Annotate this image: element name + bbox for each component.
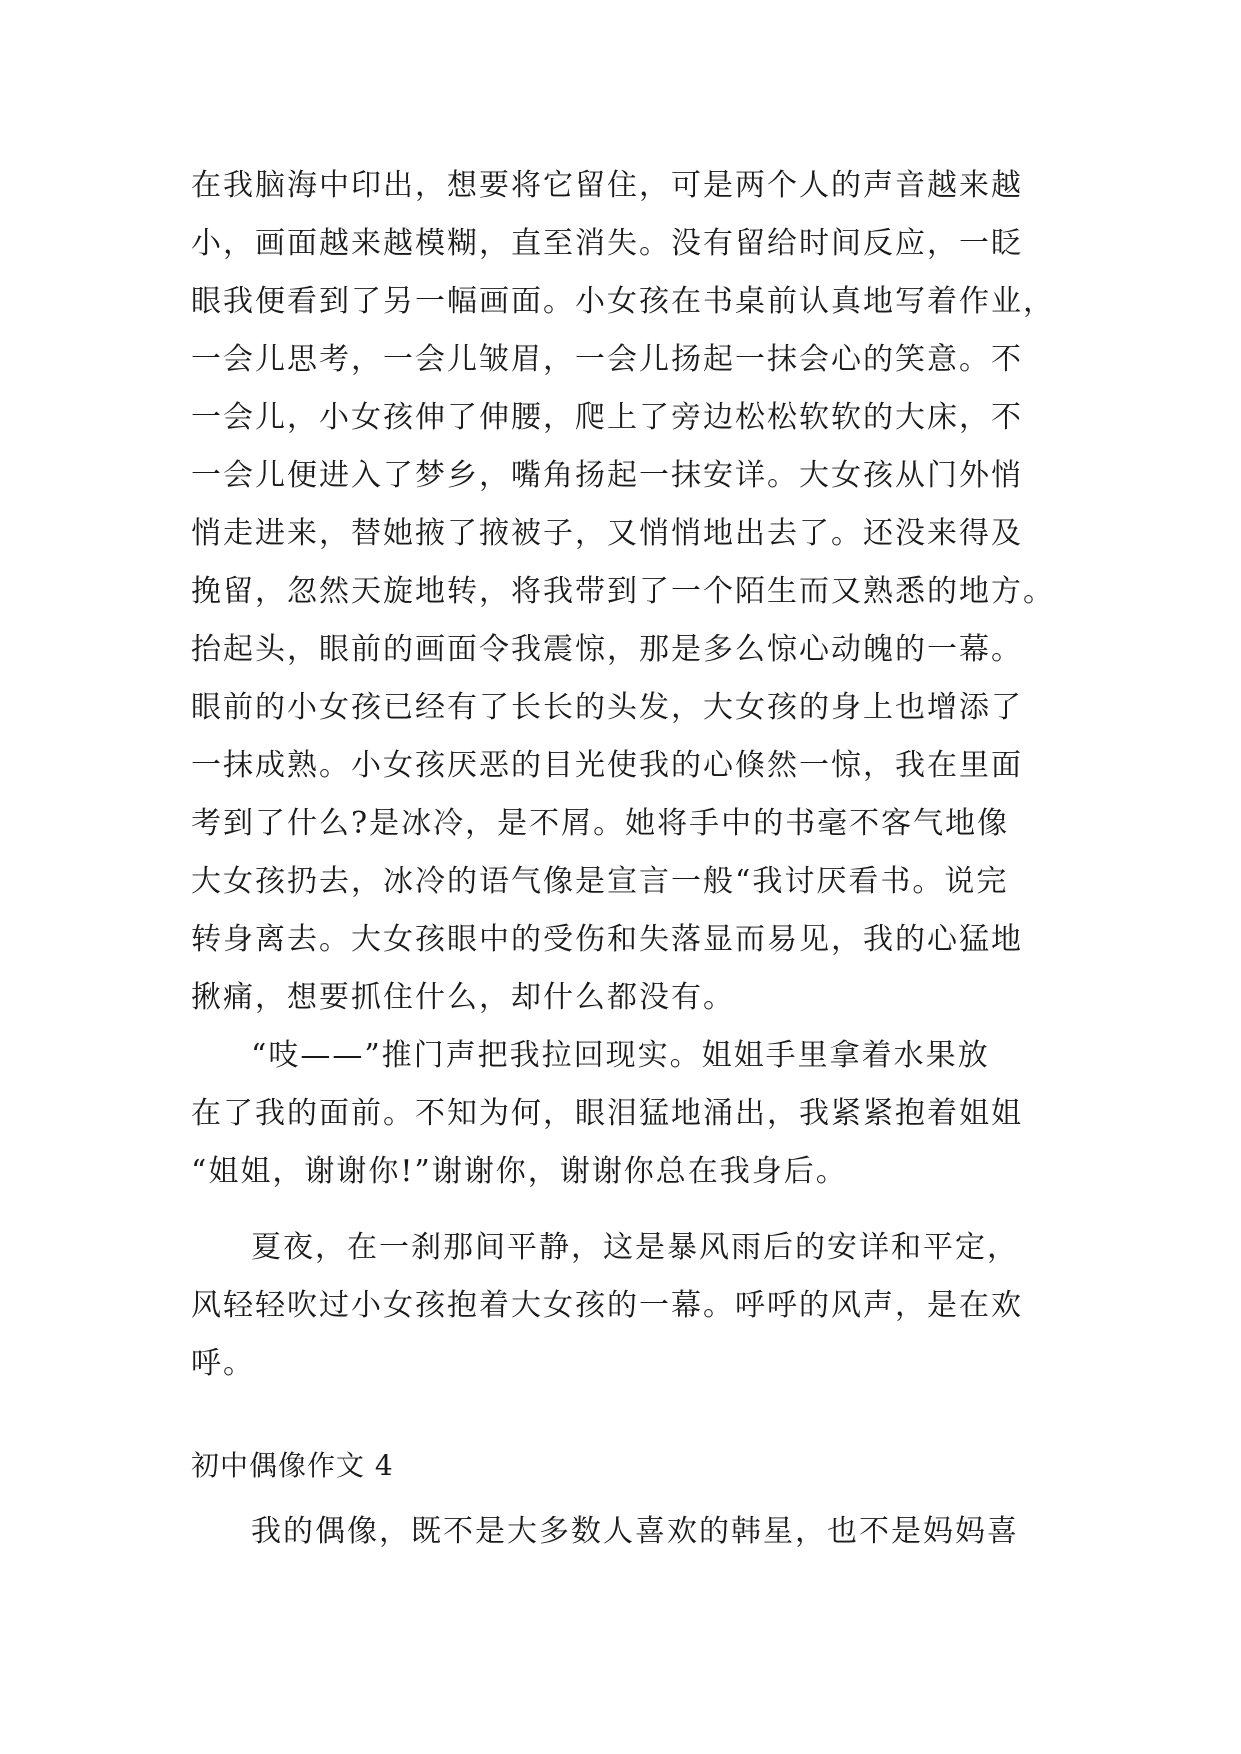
paragraph-line: 挽留，忽然天旋地转，将我带到了一个陌生而又熟悉的地方。 xyxy=(191,574,1055,609)
paragraph-line: 在我脑海中印出，想要将它留住，可是两个人的声音越来越 xyxy=(191,168,1023,203)
paragraph-line: 风轻轻吹过小女孩抱着大女孩的一幕。呼呼的风声，是在欢 xyxy=(191,1288,1023,1323)
paragraph-line: 大女孩扔去，冰冷的语气像是宣言一般“我讨厌看书。说完 xyxy=(191,864,1009,899)
paragraph-line: 小，画面越来越模糊，直至消失。没有留给时间反应，一眨 xyxy=(191,226,1023,261)
paragraph-line: 抬起头，眼前的画面令我震惊，那是多么惊心动魄的一幕。 xyxy=(191,632,1023,667)
paragraph-line: 转身离去。大女孩眼中的受伤和失落显而易见，我的心猛地 xyxy=(191,922,1023,957)
paragraph-line: 在了我的面前。不知为何，眼泪猛地涌出，我紧紧抱着姐姐 xyxy=(191,1096,1023,1131)
paragraph-line: 一会儿便进入了梦乡，嘴角扬起一抹安详。大女孩从门外悄 xyxy=(191,458,1023,493)
paragraph-line: “吱——”推门声把我拉回现实。姐姐手里拿着水果放 xyxy=(251,1038,990,1073)
paragraph-line: “姐姐，谢谢你!”谢谢你，谢谢你总在我身后。 xyxy=(191,1154,848,1189)
paragraph-line: 悄走进来，替她掖了掖被子，又悄悄地出去了。还没来得及 xyxy=(191,516,1023,551)
paragraph-line: 我的偶像，既不是大多数人喜欢的韩星，也不是妈妈喜 xyxy=(251,1514,1019,1549)
paragraph-line: 一抹成熟。小女孩厌恶的目光使我的心倏然一惊，我在里面 xyxy=(191,748,1023,783)
paragraph-line: 眼我便看到了另一幅画面。小女孩在书桌前认真地写着作业， xyxy=(191,284,1055,319)
paragraph-line: 一会儿思考，一会儿皱眉，一会儿扬起一抹会心的笑意。不 xyxy=(191,342,1023,377)
paragraph-line: 夏夜，在一刹那间平静，这是暴风雨后的安详和平定， xyxy=(251,1230,1019,1265)
paragraph-line: 考到了什么?是冰冷，是不屑。她将手中的书毫不客气地像 xyxy=(191,806,1010,841)
paragraph-line: 呼。 xyxy=(191,1346,255,1381)
paragraph-line: 一会儿，小女孩伸了伸腰，爬上了旁边松松软软的大床，不 xyxy=(191,400,1023,435)
paragraph-line: 揪痛，想要抓住什么，却什么都没有。 xyxy=(191,980,735,1015)
section-heading: 初中偶像作文 4 xyxy=(191,1449,394,1482)
paragraph-line: 眼前的小女孩已经有了长长的头发，大女孩的身上也增添了 xyxy=(191,690,1023,725)
